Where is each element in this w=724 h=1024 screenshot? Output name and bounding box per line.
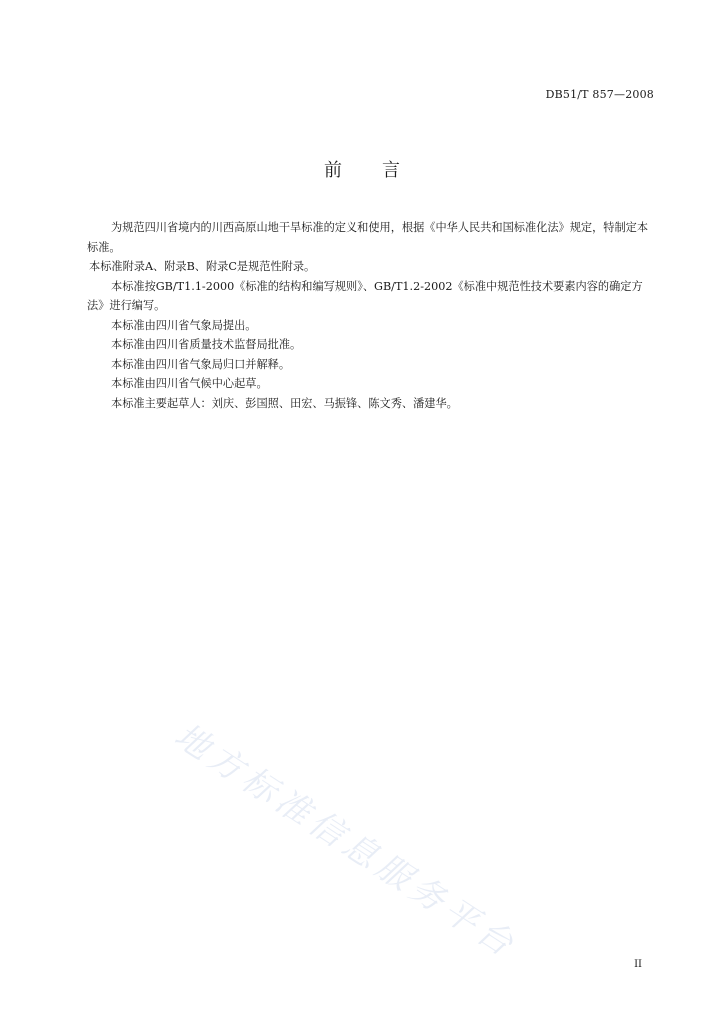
paragraph-approved-by: 本标准由四川省质量技术监督局批准。 (111, 338, 302, 351)
page-title: 前言 (324, 160, 440, 181)
paragraph-drafted-by: 本标准由四川省气候中心起草。 (111, 377, 268, 390)
paragraph-drafting-rules: 本标准按GB/T1.1-2000《标准的结构和编写规则》、GB/T1.2-2002《标准中规范性技术要素内容的确定方法》进行编写。 (87, 279, 643, 312)
paragraph-purpose: 为规范四川省境内的川西高原山地干旱标准的定义和使用，根据《中华人民共和国标准化法》规定，特制定本标准。 (87, 221, 649, 254)
document-code: DB51/T 857—2008 (545, 88, 654, 101)
preface-body (87, 218, 652, 413)
paragraph-appendix: 本标准附录A、附录B、附录C是规范性附录。 (89, 260, 316, 273)
paragraph-interpreted-by: 本标准由四川省气象局归口并解释。 (111, 357, 291, 371)
watermark: 地方标准信息服务平台 (167, 715, 525, 968)
paragraph-drafters: 本标准主要起草人：刘庆、彭国照、田宏、马振锋、陈文秀、潘建华。 (111, 396, 458, 410)
paragraph-proposed-by: 本标准由四川省气象局提出。 (111, 318, 257, 332)
page-number: II (634, 959, 642, 970)
